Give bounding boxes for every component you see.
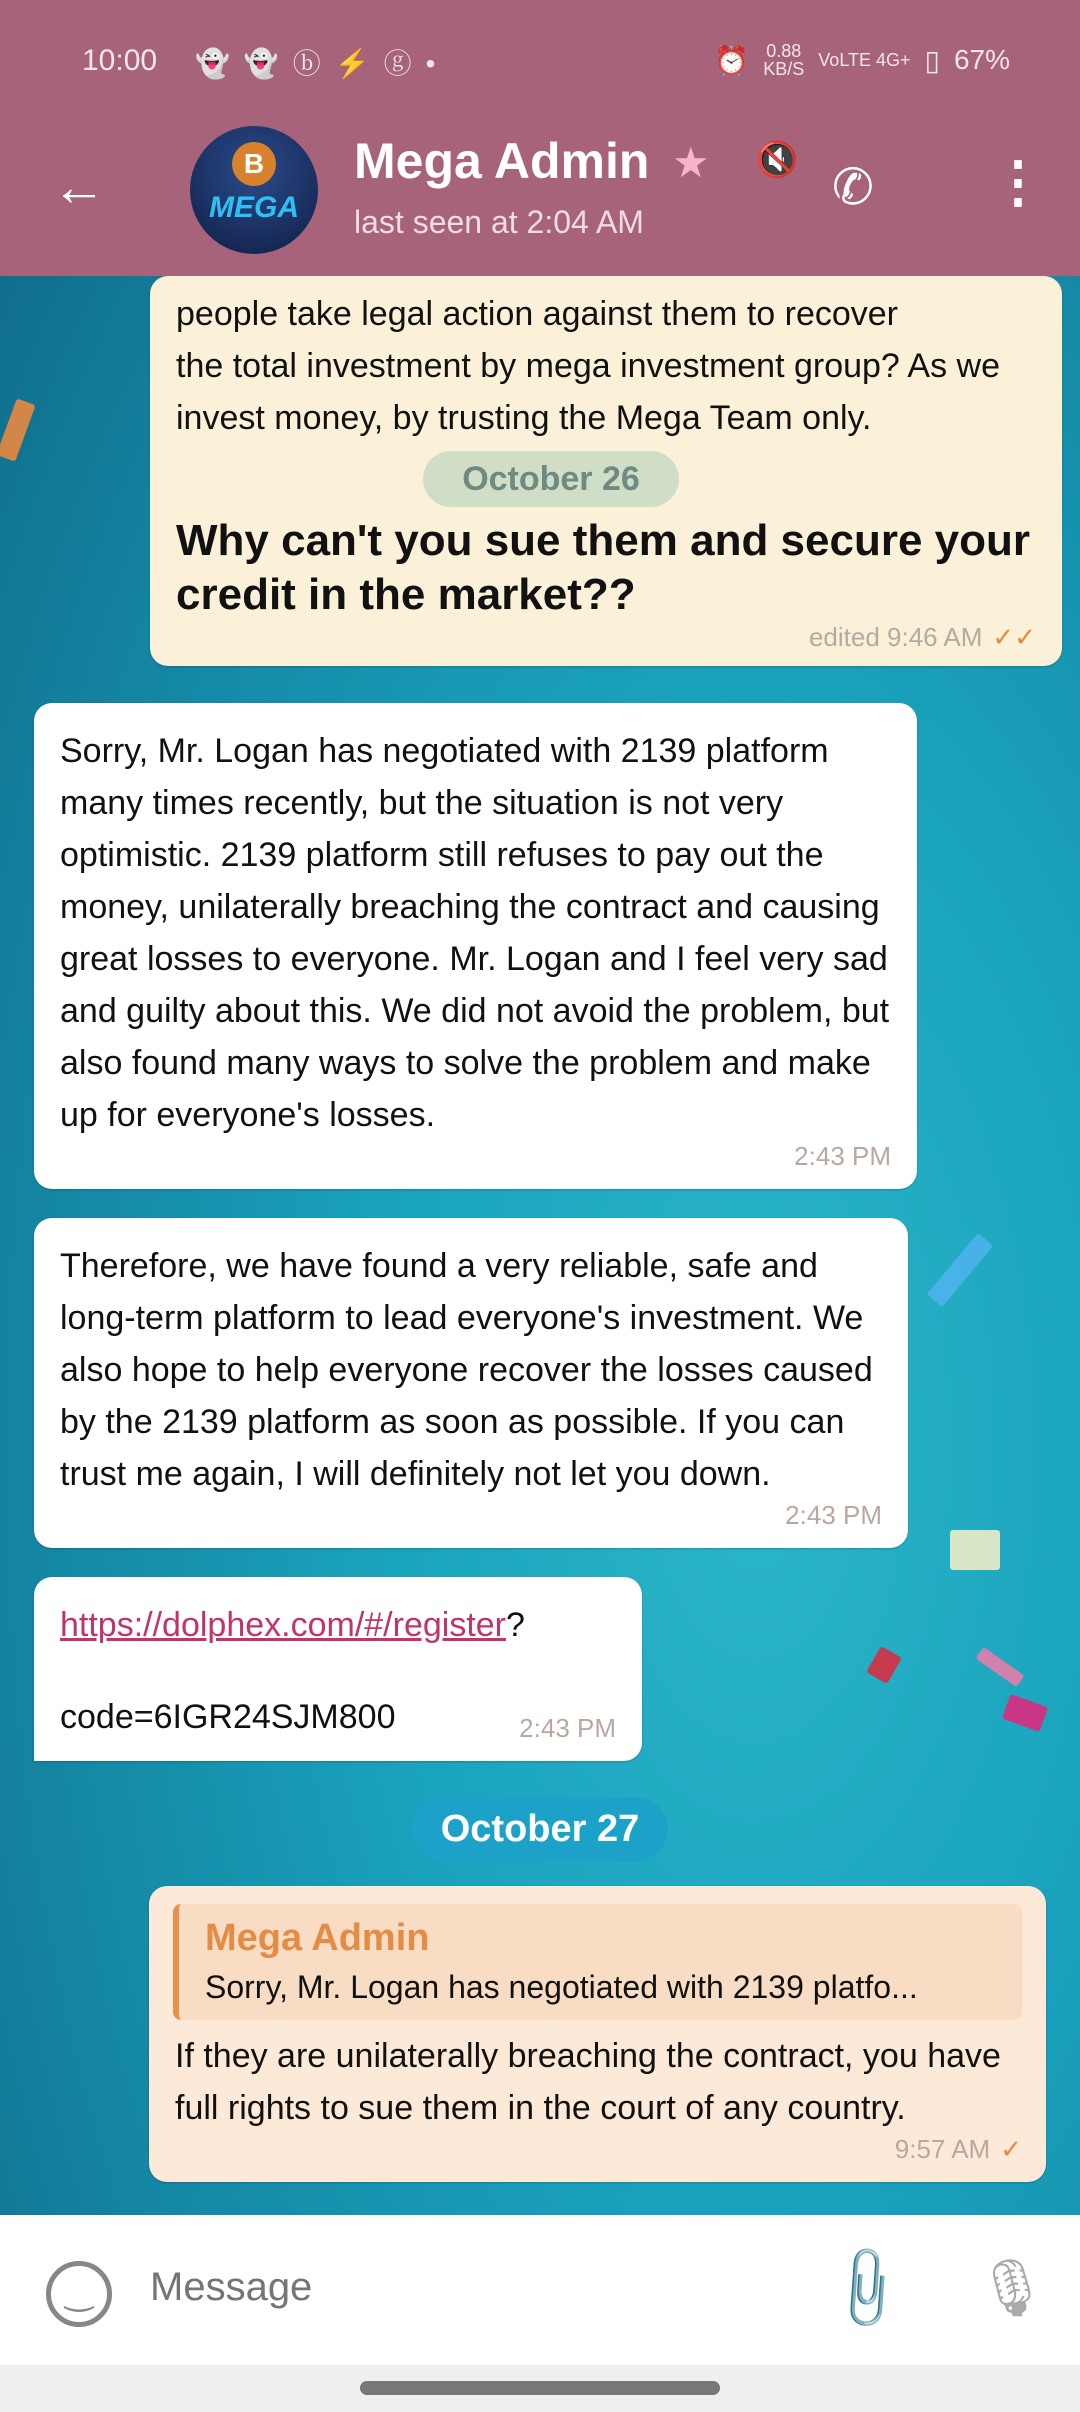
date-separator: October 27 <box>412 1797 668 1861</box>
message-text: the total investment by mega investment group? As we invest money, by trusting the Mega Team only. <box>176 347 1001 437</box>
signal-icon: VoLTE 4G+ <box>818 49 911 70</box>
alarm-icon: ⏰ <box>714 44 750 76</box>
home-gesture-handle[interactable] <box>360 2381 720 2395</box>
avatar[interactable] <box>190 126 318 254</box>
bitcoin-logo: B <box>232 142 276 186</box>
reply-text: Sorry, Mr. Logan has negotiated with 2139 platfo... <box>205 1969 918 2005</box>
double-check-icon: ✓✓ <box>992 622 1036 652</box>
battery-level: 67% <box>953 44 1010 75</box>
status-time: 10:00 <box>82 44 158 77</box>
message-text-partial: people take legal action against them to recover <box>176 295 899 333</box>
message-bubble-incoming[interactable] <box>34 703 917 1189</box>
attach-icon[interactable]: 📎 <box>817 2240 915 2338</box>
reply-quote[interactable] <box>173 1904 1022 2020</box>
phone-icon[interactable]: ✆ <box>832 159 874 215</box>
message-bubble-incoming[interactable] <box>34 1577 642 1761</box>
message-bubble-incoming[interactable] <box>34 1218 908 1548</box>
register-link[interactable]: https://dolphex.com/#/register <box>60 1606 507 1644</box>
emoji-icon[interactable]: ‿ <box>46 2261 112 2327</box>
reply-author: Mega Admin <box>205 1917 430 1959</box>
referral-code: code=6IGR24SJM800 <box>60 1698 396 1736</box>
message-input[interactable] <box>150 2265 750 2310</box>
message-bold-text: Why can't you sue them and secure your credit in the market?? <box>176 516 1031 619</box>
network-speed <box>763 42 804 78</box>
speed-value: 0.88 <box>766 41 802 61</box>
chat-header <box>0 100 1080 276</box>
message-meta: edited 9:46 AM <box>808 622 983 652</box>
speed-unit: KB/S <box>763 59 805 79</box>
message-text: Sorry, Mr. Logan has negotiated with 2139 platform many times recently, but the situation is not very optimistic. 2139 platform still refuses to pay out the money, unilaterally breaching the contract and causing great losses to everyone. Mr. Logan and I feel very sad and guilty about this. We did not avoid the problem, but also found many ways to solve the problem and make up for everyone's losses. <box>60 732 890 1134</box>
confetti <box>950 1530 1000 1570</box>
more-options-icon[interactable]: ⋮ <box>990 150 1046 213</box>
message-time: 9:57 AM <box>894 2134 991 2164</box>
navigation-bar <box>0 2365 1080 2412</box>
message-bubble-outgoing[interactable] <box>149 1886 1046 2182</box>
back-arrow-icon[interactable]: ← <box>52 157 106 217</box>
message-text: Therefore, we have found a very reliable, safe and long-term platform to lead everyone's investment. We also hope to help everyone recover the losses caused by the 2139 platform as soon as possible. If you can trust me again, I will definitely not let you down. <box>60 1247 873 1493</box>
avatar-logo-text: MEGA <box>209 191 299 224</box>
message-time: 2:43 PM <box>519 1713 616 1743</box>
link-suffix: ? <box>506 1606 525 1644</box>
status-bar <box>0 0 1080 100</box>
message-text: If they are unilaterally breaching the contract, you have full rights to sue them in the court of any country. <box>175 2037 1001 2127</box>
microphone-icon[interactable]: 🎙 <box>976 2256 1048 2319</box>
check-icon: ✓ <box>1000 2134 1022 2164</box>
message-time: 2:43 PM <box>794 1141 891 1171</box>
battery-icon: ▯ <box>924 44 940 76</box>
contact-name[interactable]: Mega Admin <box>354 133 650 189</box>
message-bubble-outgoing[interactable] <box>150 276 1062 666</box>
star-icon: ★ <box>672 139 710 186</box>
last-seen: last seen at 2:04 AM <box>354 204 644 240</box>
message-composer <box>0 2215 1080 2365</box>
floating-date: October 26 <box>462 460 640 498</box>
notification-icons: 👻👻ⓑ⚡ⓖ• <box>195 48 450 79</box>
muted-icon: 🔇 <box>756 141 799 179</box>
floating-date-pill <box>423 451 679 507</box>
message-time: 2:43 PM <box>785 1500 882 1530</box>
